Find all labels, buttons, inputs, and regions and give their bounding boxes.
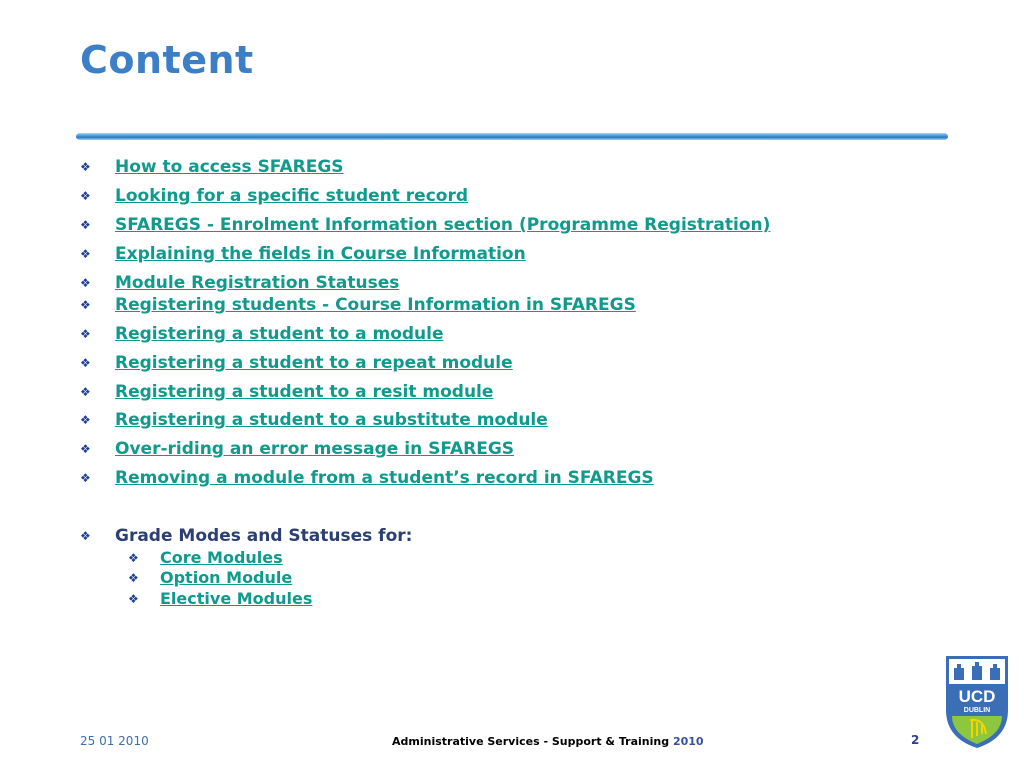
diamond-bullet-icon: ❖ [80,327,91,341]
list-item [80,157,344,177]
list-item [80,382,493,402]
link-looking-for-record[interactable]: Looking for a specific student record [115,186,469,206]
diamond-bullet-icon: ❖ [80,356,91,370]
diamond-bullet-icon: ❖ [80,247,91,261]
sub-list-item [128,548,283,567]
logo-subtitle: DUBLIN [963,707,991,714]
diamond-bullet-icon: ❖ [80,298,91,312]
diamond-bullet-icon: ❖ [80,413,91,427]
diamond-bullet-icon: ❖ [80,189,91,203]
link-removing-module[interactable]: Removing a module from a student’s record in SFAREGS [115,468,654,488]
footer-org-text: Administrative Services - Support & Training [392,735,670,748]
link-module-registration-statuses[interactable]: Module Registration Statuses [115,273,400,293]
slide-title: Content [80,38,254,82]
link-core-modules[interactable]: Core Modules [160,548,283,567]
link-option-module[interactable]: Option Module [160,568,293,587]
diamond-bullet-icon: ❖ [80,218,91,232]
ucd-crest-icon [944,654,1010,750]
list-item [80,295,636,315]
list-item [80,468,654,488]
footer-organisation [392,735,704,748]
list-item [80,186,468,206]
link-registering-resit-module[interactable]: Registering a student to a resit module [115,382,494,402]
link-registering-substitute-module[interactable]: Registering a student to a substitute module [115,410,548,430]
list-item [80,526,412,546]
logo-letters: UCD [958,687,996,706]
diamond-bullet-icon: ❖ [128,591,139,606]
grade-modes-heading: Grade Modes and Statuses for: [115,526,413,546]
list-item [80,439,514,459]
link-elective-modules[interactable]: Elective Modules [160,589,313,608]
list-item [80,273,399,293]
diamond-bullet-icon: ❖ [80,160,91,174]
link-how-to-access[interactable]: How to access SFAREGS [115,157,344,177]
link-registering-repeat-module[interactable]: Registering a student to a repeat module [115,353,513,373]
list-item [80,324,444,344]
list-item [80,353,513,373]
list-item [80,215,770,235]
sub-list-item [128,589,312,608]
list-item [80,244,526,264]
link-registering-course-information[interactable]: Registering students - Course Information in SFAREGS [115,295,636,315]
list-item [80,410,548,430]
link-registering-module[interactable]: Registering a student to a module [115,324,444,344]
diamond-bullet-icon: ❖ [80,442,91,456]
diamond-bullet-icon: ❖ [80,385,91,399]
sub-list-item [128,568,292,587]
diamond-bullet-icon: ❖ [80,529,91,543]
link-over-riding-error[interactable]: Over-riding an error message in SFAREGS [115,439,515,459]
link-course-information-fields[interactable]: Explaining the fields in Course Information [115,244,526,264]
footer-date: 25 01 2010 [80,734,149,748]
link-enrolment-information[interactable]: SFAREGS - Enrolment Information section (Programme Registration) [115,215,771,235]
footer-year: 2010 [672,735,704,748]
diamond-bullet-icon: ❖ [80,276,91,290]
diamond-bullet-icon: ❖ [128,570,139,585]
page-number: 2 [911,733,920,747]
diamond-bullet-icon: ❖ [128,550,139,565]
diamond-bullet-icon: ❖ [80,471,91,485]
